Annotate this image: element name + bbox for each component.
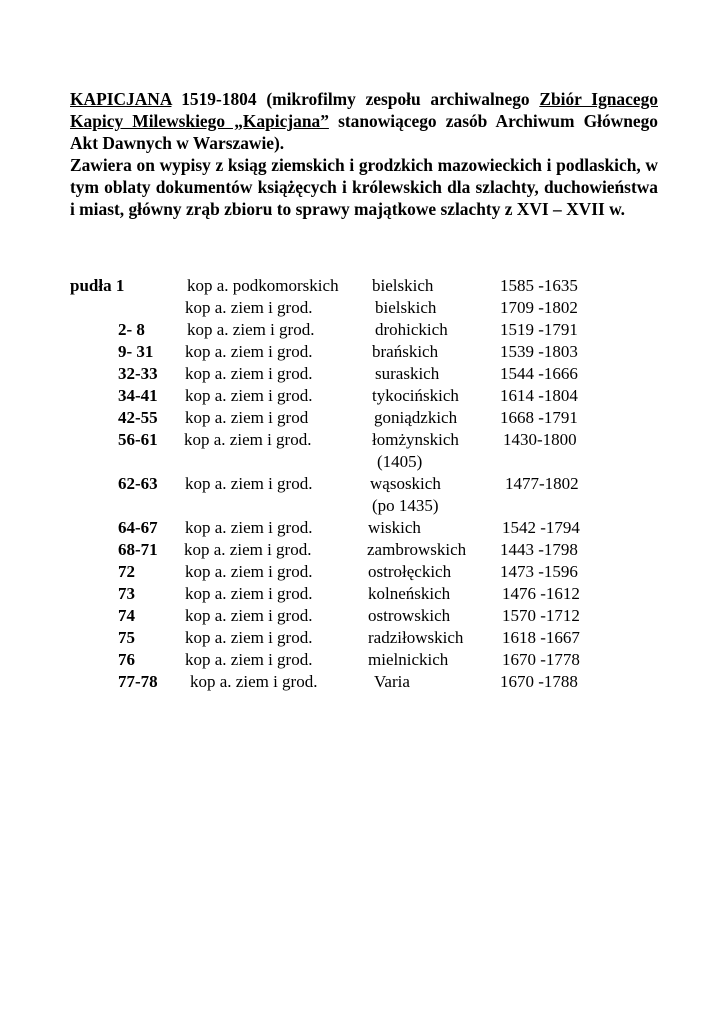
box-row bbox=[0, 385, 724, 407]
date-range: 1544 -1666 bbox=[500, 364, 578, 383]
box-row bbox=[0, 539, 724, 561]
record-type: kop a. ziem i grod. bbox=[185, 386, 313, 405]
box-row bbox=[0, 407, 724, 429]
box-row bbox=[0, 671, 724, 693]
box-row bbox=[0, 649, 724, 671]
box-number: 73 bbox=[118, 584, 135, 603]
record-type: kop a. ziem i grod. bbox=[185, 628, 313, 647]
district-name: wiskich bbox=[368, 518, 421, 537]
box-number: 9- 31 bbox=[118, 342, 154, 361]
record-type: kop a. ziem i grod. bbox=[185, 298, 313, 317]
box-number: pudła 1 bbox=[70, 276, 125, 295]
date-range: 1443 -1798 bbox=[500, 540, 578, 559]
date-range: 1519 -1791 bbox=[500, 320, 578, 339]
district-name: radziłowskich bbox=[368, 628, 464, 647]
box-number: 32-33 bbox=[118, 364, 158, 383]
date-range: 1709 -1802 bbox=[500, 298, 578, 317]
box-row bbox=[0, 605, 724, 627]
collection-years: 1519-1804 bbox=[181, 89, 257, 109]
district-name: bielskich bbox=[372, 276, 434, 295]
record-type: kop a. ziem i grod. bbox=[185, 364, 313, 383]
district-name: zambrowskich bbox=[367, 540, 467, 559]
box-number: 76 bbox=[118, 650, 135, 669]
date-range: 1430-1800 bbox=[503, 430, 577, 449]
date-range: 1570 -1712 bbox=[502, 606, 580, 625]
date-range: 1668 -1791 bbox=[500, 408, 578, 427]
district-name: suraskich bbox=[375, 364, 440, 383]
box-number: 64-67 bbox=[118, 518, 158, 537]
date-range: 1476 -1612 bbox=[502, 584, 580, 603]
district-name: bielskich bbox=[375, 298, 437, 317]
district-name: wąsoskich bbox=[370, 474, 441, 493]
district-name: drohickich bbox=[375, 320, 448, 339]
district-name: łomżynskich bbox=[372, 430, 459, 449]
record-type: kop a. ziem i grod. bbox=[187, 320, 315, 339]
record-type: kop a. podkomorskich bbox=[187, 276, 339, 295]
description-paragraph: Zawiera on wypisy z ksiąg ziemskich i grodzkich mazowieckich i podlaskich, w tym oblaty dokumentów książęcych i królewskich dla szlachty, duchowieństwa i miast, główny zrąb zbioru to sprawy majątkowe szlachty z XVI – XVII w. bbox=[70, 155, 658, 219]
box-row bbox=[0, 363, 724, 385]
box-row bbox=[0, 429, 724, 451]
box-number: 2- 8 bbox=[118, 320, 145, 339]
box-number: 42-55 bbox=[118, 408, 158, 427]
box-number: 75 bbox=[118, 628, 135, 647]
date-range: 1618 -1667 bbox=[502, 628, 580, 647]
record-type: kop a. ziem i grod. bbox=[185, 650, 313, 669]
box-row bbox=[0, 627, 724, 649]
box-row bbox=[0, 473, 724, 495]
district-name: ostrołęckich bbox=[368, 562, 452, 581]
box-row bbox=[0, 297, 724, 319]
box-number: 72 bbox=[118, 562, 135, 581]
record-type: kop a. ziem i grod. bbox=[184, 430, 312, 449]
date-range: 1585 -1635 bbox=[500, 276, 578, 295]
record-type: kop a. ziem i grod. bbox=[185, 474, 313, 493]
date-range: 1670 -1778 bbox=[502, 650, 580, 669]
district-date-note: (po 1435) bbox=[372, 496, 439, 515]
box-row bbox=[0, 583, 724, 605]
district-name: Varia bbox=[374, 672, 410, 691]
date-range: 1614 -1804 bbox=[500, 386, 578, 405]
record-type: kop a. ziem i grod. bbox=[185, 562, 313, 581]
box-row bbox=[0, 319, 724, 341]
box-row bbox=[0, 561, 724, 583]
district-name: kolneńskich bbox=[368, 584, 451, 603]
box-row bbox=[0, 517, 724, 539]
box-number: 77-78 bbox=[118, 672, 158, 691]
district-name: mielnickich bbox=[368, 650, 449, 669]
record-type: kop a. ziem i grod. bbox=[190, 672, 318, 691]
record-type: kop a. ziem i grod. bbox=[185, 584, 313, 603]
district-date-note: (1405) bbox=[377, 452, 423, 471]
intro-paragraph bbox=[70, 88, 658, 154]
record-type: kop a. ziem i grod bbox=[185, 408, 309, 427]
record-type: kop a. ziem i grod. bbox=[185, 342, 313, 361]
intro-text-continued: stanowiącego zasób Archiwum Głównego Akt Dawnych w Warszawie). bbox=[70, 111, 658, 153]
box-number: 74 bbox=[118, 606, 135, 625]
district-name: goniądzkich bbox=[374, 408, 458, 427]
district-name: ostrowskich bbox=[368, 606, 451, 625]
box-number: 56-61 bbox=[118, 430, 158, 449]
date-range: 1670 -1788 bbox=[500, 672, 578, 691]
box-number: 34-41 bbox=[118, 386, 158, 405]
intro-text: (mikrofilmy zespołu archiwalnego bbox=[266, 89, 530, 109]
box-row bbox=[0, 275, 724, 297]
district-name: brańskich bbox=[372, 342, 439, 361]
box-row bbox=[0, 341, 724, 363]
document-header bbox=[70, 88, 658, 220]
collection-title: KAPICJANA bbox=[70, 89, 172, 109]
record-type: kop a. ziem i grod. bbox=[185, 518, 313, 537]
box-number: 62-63 bbox=[118, 474, 158, 493]
date-range: 1539 -1803 bbox=[500, 342, 578, 361]
district-name: tykocińskich bbox=[372, 386, 459, 405]
date-range: 1473 -1596 bbox=[500, 562, 578, 581]
record-type: kop a. ziem i grod. bbox=[184, 540, 312, 559]
box-number: 68-71 bbox=[118, 540, 158, 559]
collection-name: Zbiór Ignacego Kapicy Milewskiego „Kapicjana” bbox=[70, 89, 658, 131]
date-range: 1542 -1794 bbox=[502, 518, 580, 537]
record-type: kop a. ziem i grod. bbox=[185, 606, 313, 625]
date-range: 1477-1802 bbox=[505, 474, 579, 493]
